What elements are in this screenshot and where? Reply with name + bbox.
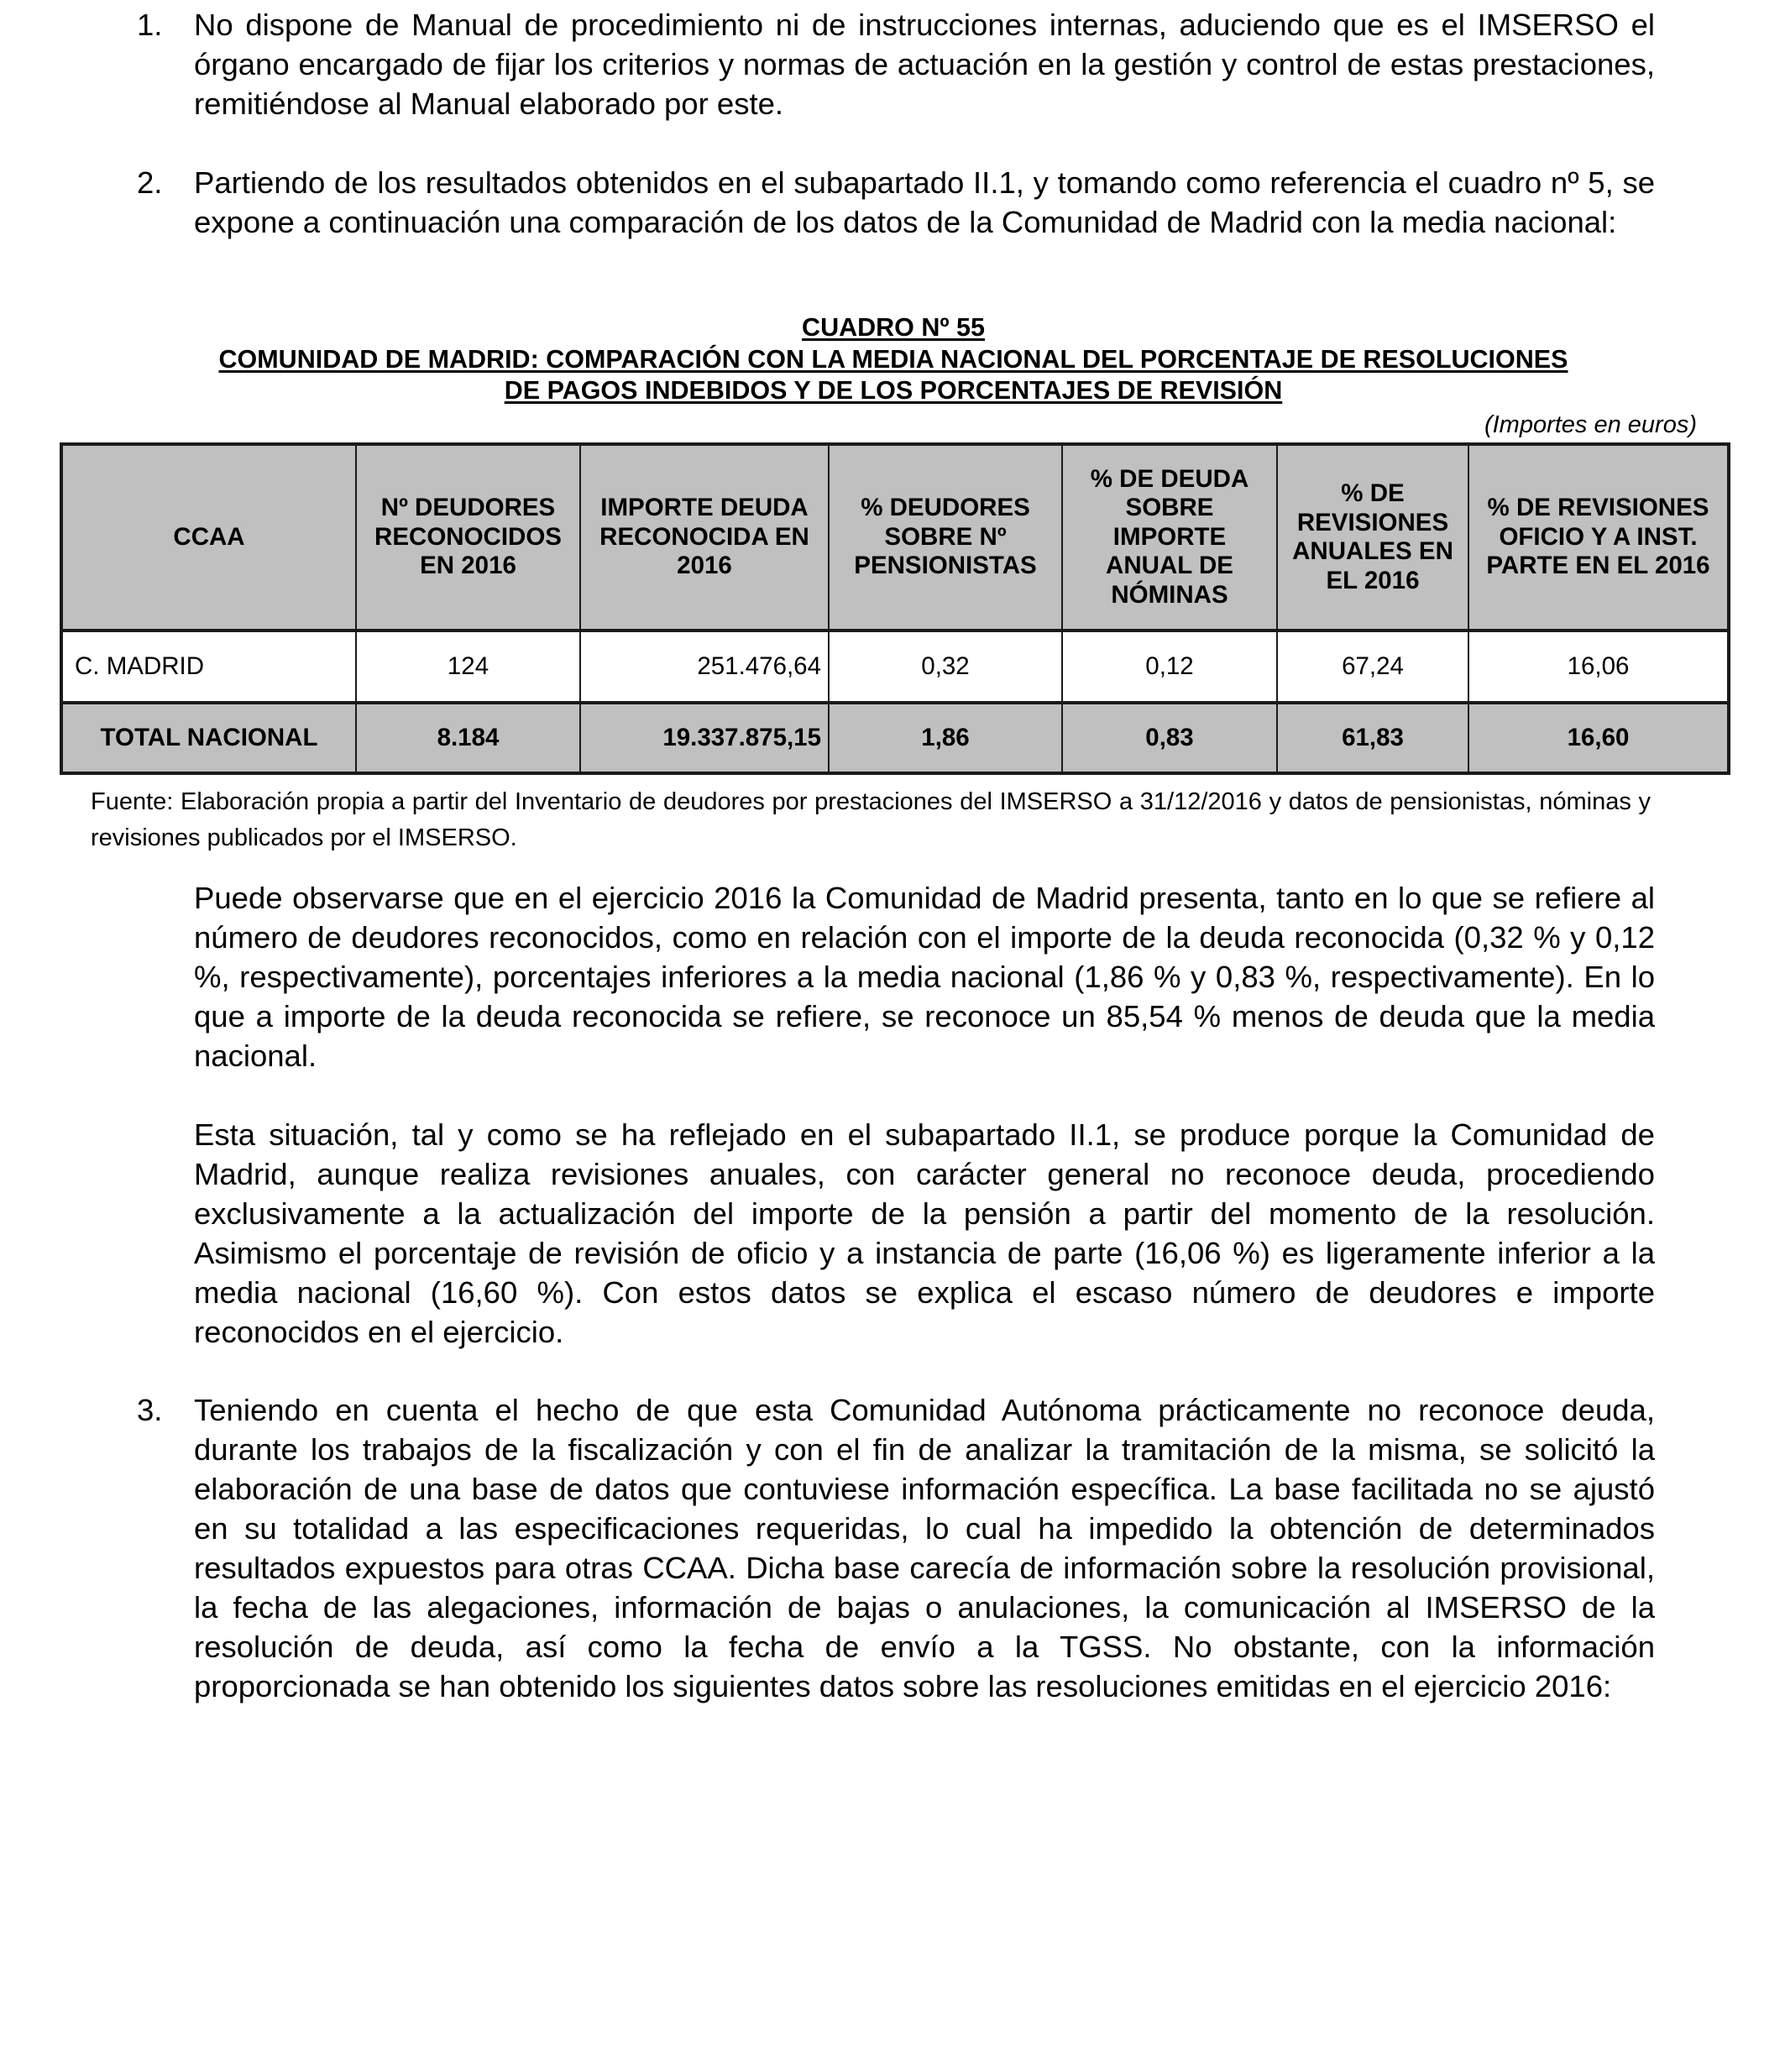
cell-ccaa: C. MADRID <box>61 630 356 703</box>
table-source-note: Fuente: Elaboración propia a partir del Inventario de deudores por prestaciones del IMSERSO a 31/12/2016 y datos de pensionistas, nóminas y revisiones publicados por el IMSERSO. <box>91 788 1651 851</box>
paragraph-explanation: Esta situación, tal y como se ha reflejado en el subapartado II.1, se produce porque la Comunidad de Madrid, aunque realiza revisiones anuales, con carácter general no reconoce deuda, procediendo exclusivamente a la actualización del importe de la pensión a partir del momento de la resolución. Asimismo el porcentaje de revisión de oficio y a instancia de parte (16,06 %) es ligeramente inferior a la media nacional (16,60 %). Con estos datos se explica el escaso número de deudores e importe reconocidos en el ejercicio. <box>194 1117 1655 1349</box>
table-units-note: (Importes en euros) <box>1484 411 1697 438</box>
paragraph-analysis: Puede observarse que en el ejercicio 2016 la Comunidad de Madrid presenta, tanto en lo que se refiere al número de deudores reconocidos, como en relación con el importe de la deuda reconocida (0,32 % y 0,12 %, respectivamente), porcentajes inferiores a la media nacional (1,86 % y 0,83 %, respectivamente). En lo que a importe de la deuda reconocida se refiere, se reconoce un 85,54 % menos de deuda que la media nacional. <box>194 881 1655 1073</box>
list-item-text: No dispone de Manual de procedimiento ni de instrucciones internas, aduciendo que es el IMSERSO el órgano encargado de fijar los criterios y normas de actuación en la gestión y control de estas prestaciones, remitiéndose al Manual elaborado por este. <box>194 8 1655 121</box>
column-header-importe-deuda: IMPORTE DEUDA RECONOCIDA EN 2016 <box>580 444 829 630</box>
cell-pct-deudores: 0,32 <box>829 630 1062 703</box>
table-subtitle-line-2: DE PAGOS INDEBIDOS Y DE LOS PORCENTAJES DE REVISIÓN <box>504 376 1283 405</box>
cell-importe-deuda: 251.476,64 <box>580 630 829 703</box>
table-header-row <box>61 444 1729 630</box>
column-header-pct-revisiones-anuales: % DE REVISIONES ANUALES EN EL 2016 <box>1277 444 1468 630</box>
cell-pct-revisiones-anuales: 67,24 <box>1277 630 1468 703</box>
list-item-text: Partiendo de los resultados obtenidos en el subapartado II.1, y tomando como referencia el cuadro nº 5, se expone a continuación una comparación de los datos de la Comunidad de Madrid con la media nacional: <box>194 165 1655 239</box>
list-number: 3. <box>137 1393 163 1427</box>
cell-ccaa: TOTAL NACIONAL <box>61 703 356 773</box>
table-caption <box>60 312 1727 407</box>
table-row-total <box>61 703 1729 773</box>
cell-pct-revisiones-oficio: 16,06 <box>1468 630 1729 703</box>
table-row <box>61 630 1729 703</box>
column-header-ccaa: CCAA <box>61 444 356 630</box>
cell-pct-revisiones-anuales: 61,83 <box>1277 703 1468 773</box>
table-number-title: CUADRO Nº 55 <box>802 313 985 342</box>
cell-importe-deuda: 19.337.875,15 <box>580 703 829 773</box>
cell-pct-revisiones-oficio: 16,60 <box>1468 703 1729 773</box>
column-header-pct-deudores: % DEUDORES SOBRE Nº PENSIONISTAS <box>829 444 1062 630</box>
list-item-3 <box>137 1390 1655 1706</box>
list-item-1 <box>137 5 1655 123</box>
cell-num-deudores: 8.184 <box>356 703 580 773</box>
list-number: 1. <box>137 8 163 42</box>
list-item-2 <box>137 163 1655 242</box>
cell-pct-deuda: 0,12 <box>1062 630 1277 703</box>
list-number: 2. <box>137 165 163 200</box>
column-header-pct-revisiones-oficio: % DE REVISIONES OFICIO Y A INST. PARTE EN EL 2016 <box>1468 444 1729 630</box>
table-subtitle-line-1: COMUNIDAD DE MADRID: COMPARACIÓN CON LA MEDIA NACIONAL DEL PORCENTAJE DE RESOLUCIONES <box>218 344 1568 374</box>
list-item-text: Teniendo en cuenta el hecho de que esta Comunidad Autónoma prácticamente no reconoce deuda, durante los trabajos de la fiscalización y con el fin de analizar la tramitación de la misma, se solicitó la elaboración de una base de datos que contuviese información específica. La base facilitada no se ajustó en su totalidad a las especificaciones requeridas, lo cual ha impedido la obtención de determinados resultados expuestos para otras CCAA. Dicha base carecía de información sobre la resolución provisional, la fecha de las alegaciones, información de bajas o anulaciones, la comunicación al IMSERSO de la resolución de deuda, así como la fecha de envío a la TGSS. No obstante, con la información proporcionada se han obtenido los siguientes datos sobre las resoluciones emitidas en el ejercicio 2016: <box>194 1393 1655 1703</box>
column-header-pct-deuda: % DE DEUDA SOBRE IMPORTE ANUAL DE NÓMINAS <box>1062 444 1277 630</box>
cell-pct-deuda: 0,83 <box>1062 703 1277 773</box>
cell-num-deudores: 124 <box>356 630 580 703</box>
column-header-num-deudores: Nº DEUDORES RECONOCIDOS EN 2016 <box>356 444 580 630</box>
cell-pct-deudores: 1,86 <box>829 703 1062 773</box>
comparison-table <box>60 442 1730 775</box>
